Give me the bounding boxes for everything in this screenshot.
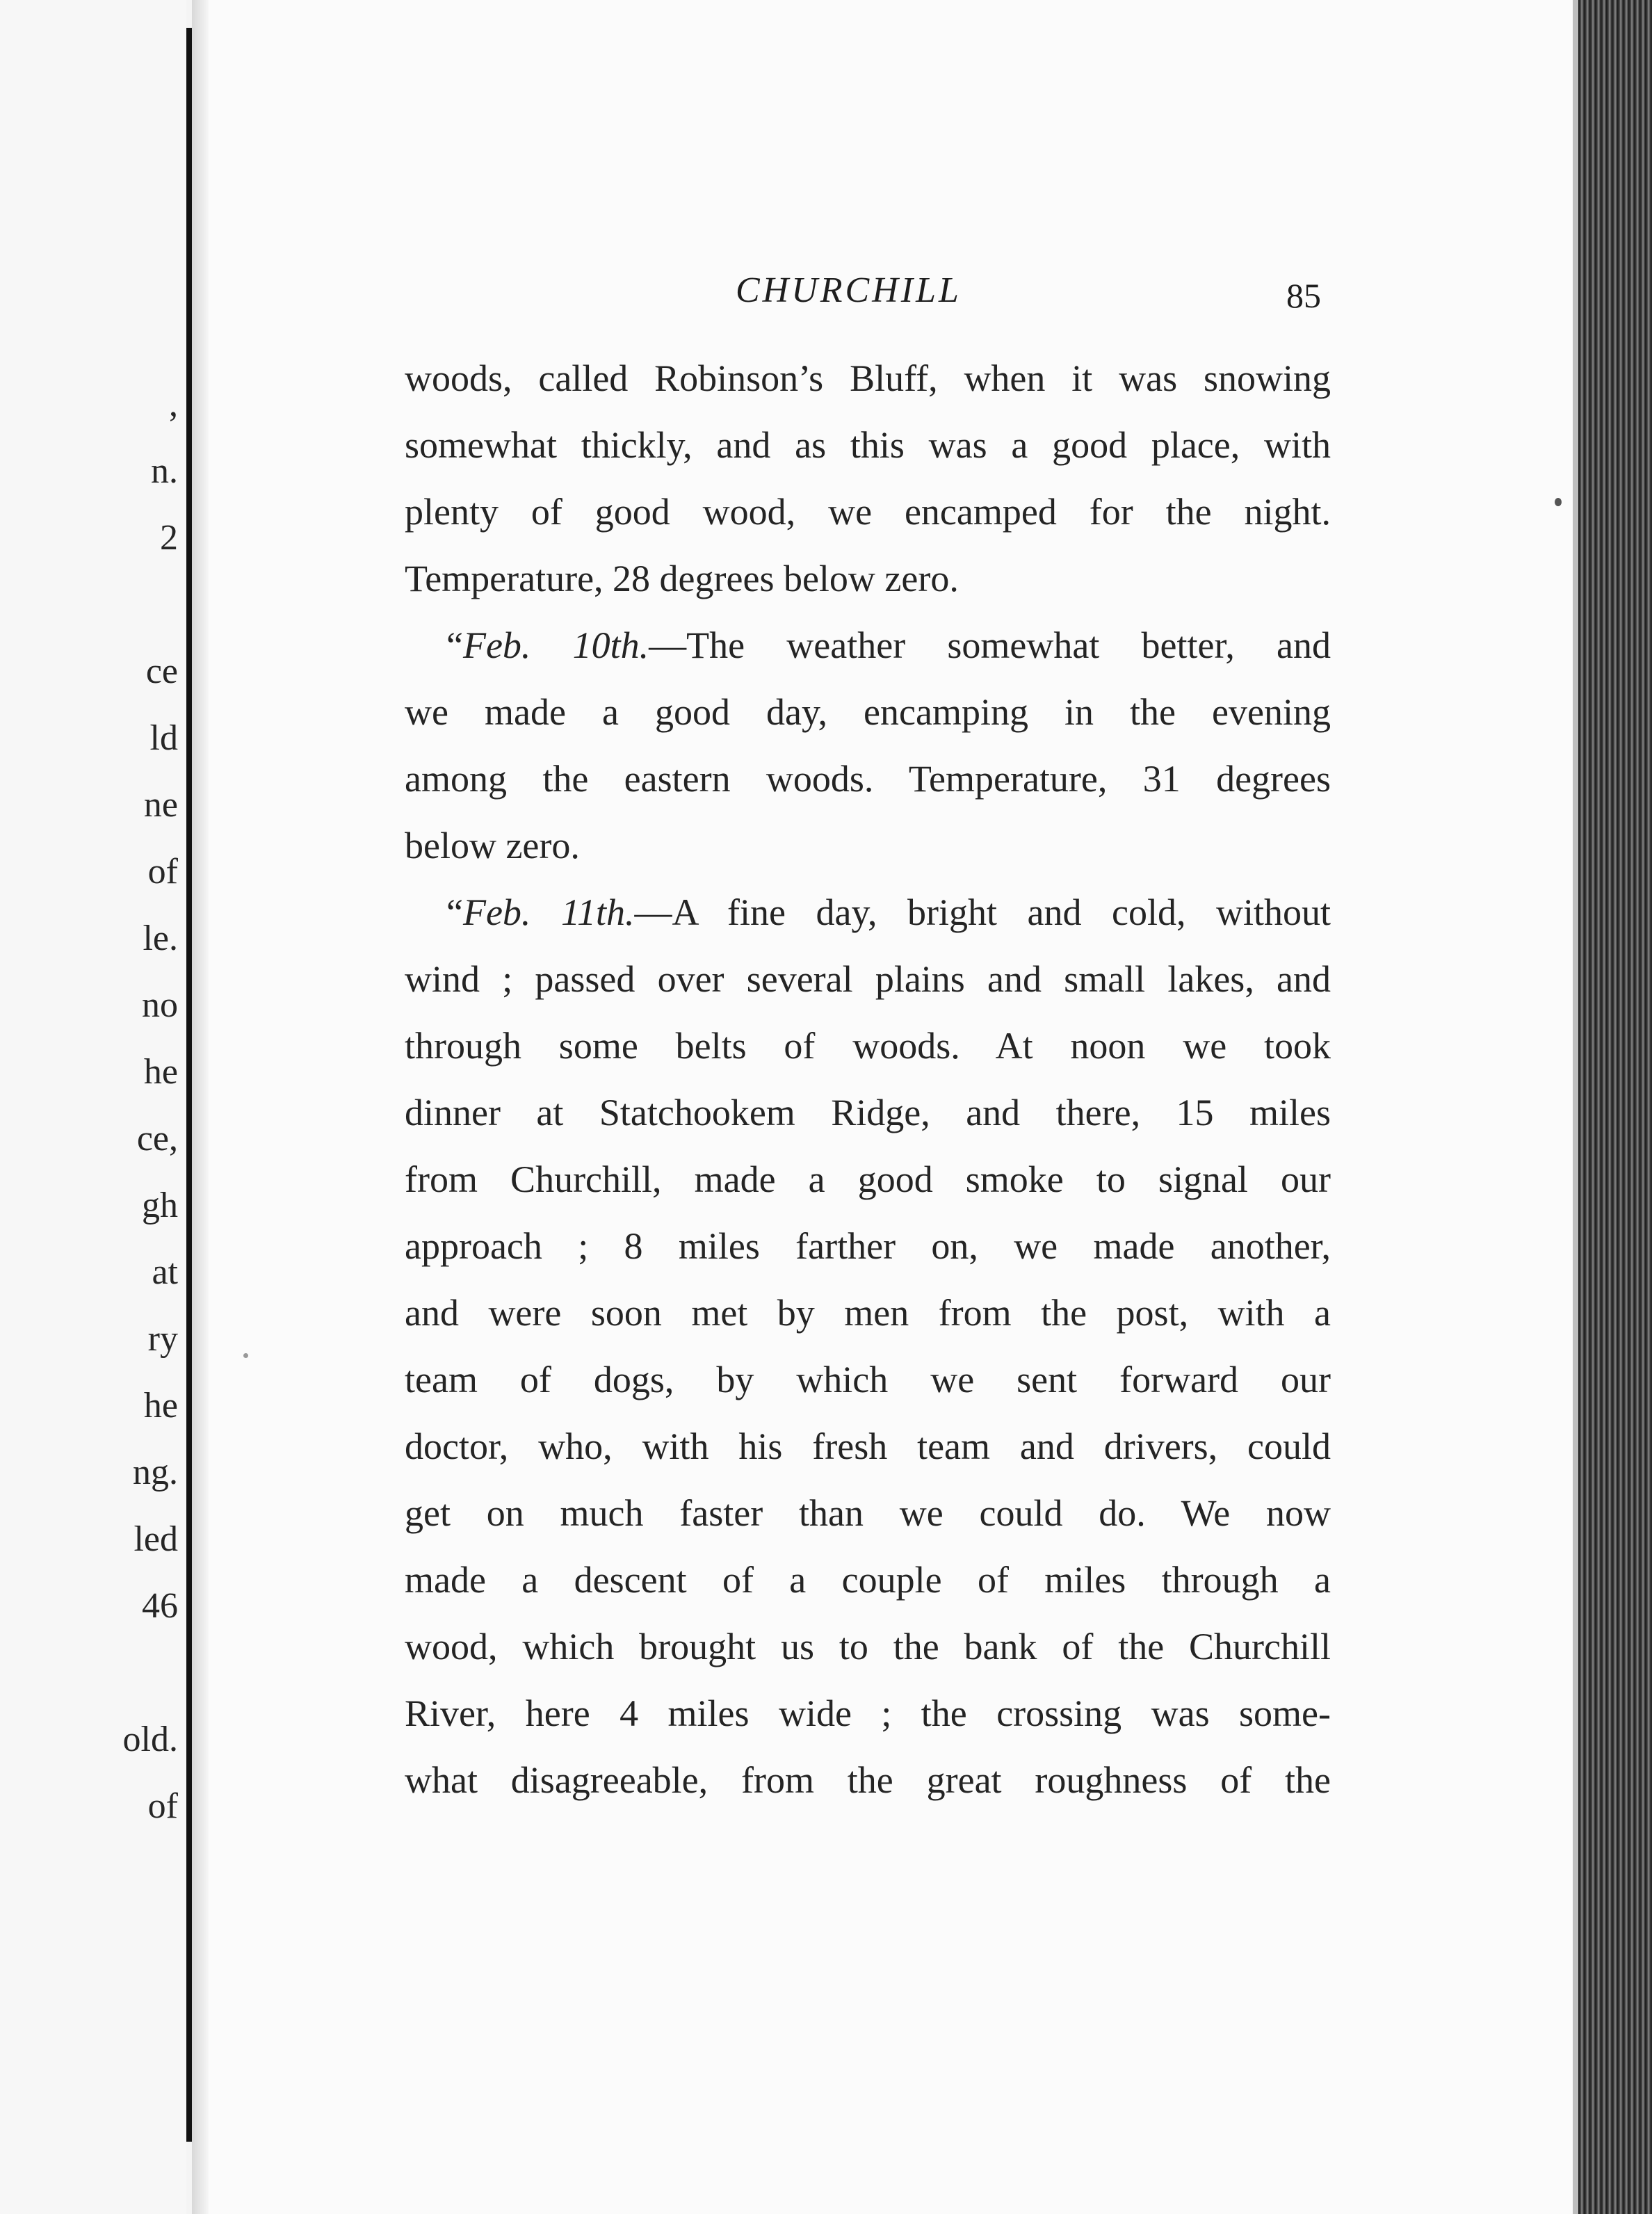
- text-line: wind ; passed over several plains and small lakes, and: [405, 958, 1331, 1000]
- left-page-fragment: ce,: [136, 1119, 178, 1158]
- left-page-fragment: old.: [122, 1720, 178, 1759]
- left-page-fragment: of: [147, 1786, 178, 1826]
- left-page-fragment: ry: [147, 1319, 178, 1359]
- text-line: wood, which brought us to the bank of the Churchill: [405, 1626, 1331, 1667]
- text-line: “Feb. 11th.—A fine day, bright and cold, without: [446, 891, 1331, 933]
- text-line: among the eastern woods. Temperature, 31 degrees: [405, 758, 1331, 800]
- text-line: dinner at Statchookem Ridge, and there, 15 miles: [405, 1092, 1331, 1133]
- left-page-fragment: of: [147, 852, 178, 891]
- left-page-fragment: led: [133, 1519, 178, 1559]
- left-page-fragment: ng.: [133, 1453, 178, 1492]
- text-line: woods, called Robinson’s Bluff, when it was snowing: [405, 357, 1331, 399]
- book-gutter: [186, 28, 192, 2142]
- left-page: [0, 0, 186, 2214]
- text-line: doctor, who, with his fresh team and drivers, could: [405, 1425, 1331, 1467]
- left-page-fragment: le.: [143, 919, 178, 958]
- page-number: 85: [1286, 276, 1321, 315]
- text-line: and were soon met by men from the post, with a: [405, 1292, 1331, 1334]
- text-line: approach ; 8 miles farther on, we made another,: [405, 1225, 1331, 1267]
- text-line: plenty of good wood, we encamped for the night.: [405, 491, 1331, 533]
- body-text: [405, 353, 1331, 1822]
- left-page-fragment: ce: [145, 652, 178, 691]
- left-page-fragment: gh: [142, 1186, 178, 1225]
- text-line: from Churchill, made a good smoke to signal our: [405, 1158, 1331, 1200]
- text-line: through some belts of woods. At noon we took: [405, 1025, 1331, 1067]
- text-line: what disagreeable, from the great roughness of the: [405, 1759, 1331, 1801]
- running-head: CHURCHILL: [736, 270, 962, 310]
- print-speck: [1555, 498, 1562, 506]
- text-line: River, here 4 miles wide ; the crossing was some-: [405, 1692, 1331, 1734]
- left-page-fragment: n.: [151, 451, 178, 491]
- left-page-fragment: he: [143, 1052, 178, 1092]
- text-line: made a descent of a couple of miles through a: [405, 1559, 1331, 1601]
- text-line: below zero.: [405, 825, 580, 866]
- print-speck: [243, 1353, 248, 1358]
- gutter-shadow: [192, 0, 209, 2214]
- left-page-fragment: 46: [142, 1586, 178, 1626]
- left-page-fragment: ,: [169, 385, 178, 424]
- left-page-fragment: at: [152, 1252, 178, 1292]
- page-edges: [1578, 0, 1652, 2214]
- left-page-fragment: ne: [143, 785, 178, 825]
- text-line: somewhat thickly, and as this was a good place, with: [405, 424, 1331, 466]
- left-page-fragment: he: [143, 1386, 178, 1425]
- text-line: get on much faster than we could do. We now: [405, 1492, 1331, 1534]
- left-page-fragment: 2: [160, 518, 178, 558]
- left-page-fragment: no: [142, 985, 178, 1025]
- text-line: “Feb. 10th.—The weather somewhat better, and: [446, 624, 1331, 666]
- text-line: we made a good day, encamping in the evening: [405, 691, 1331, 733]
- text-line: team of dogs, by which we sent forward our: [405, 1359, 1331, 1400]
- left-page-fragment: ld: [149, 718, 178, 758]
- text-line: Temperature, 28 degrees below zero.: [405, 558, 959, 599]
